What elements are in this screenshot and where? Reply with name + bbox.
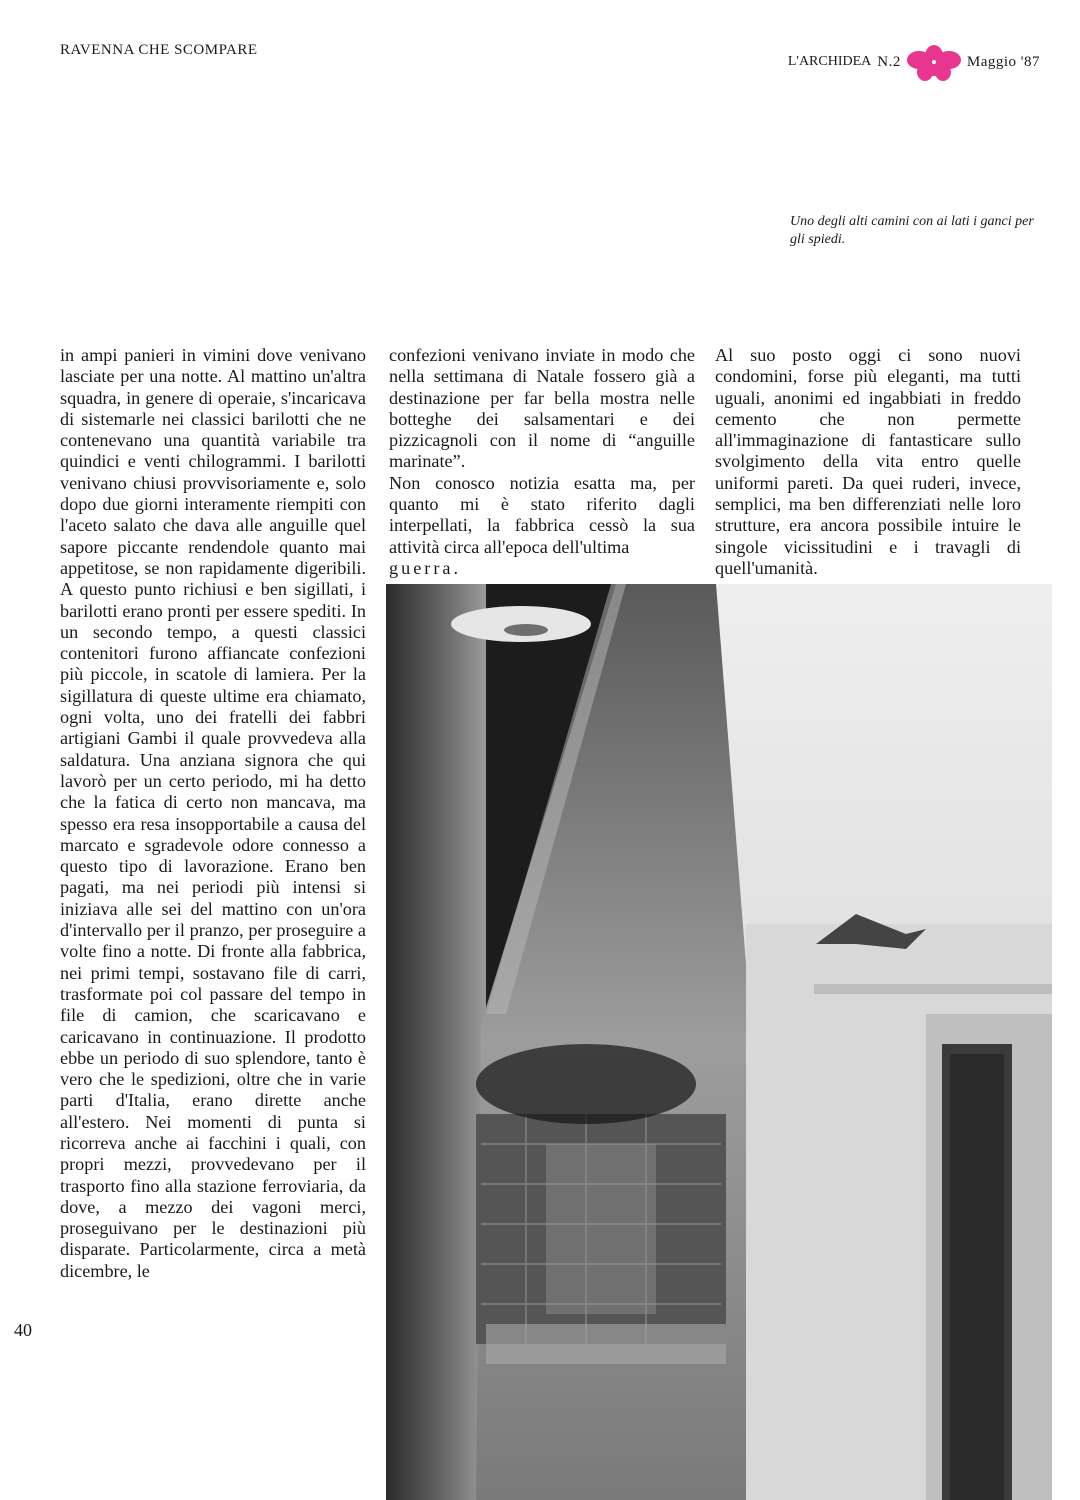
issue-date: Maggio '87 xyxy=(966,53,1040,70)
article-column-2 xyxy=(389,345,695,579)
article-column-1 xyxy=(60,345,366,1282)
magazine-name: L'ARCHIDEA xyxy=(787,54,872,69)
orchid-logo-icon xyxy=(907,42,961,82)
article-paragraph xyxy=(389,473,695,579)
chimney-photo xyxy=(386,584,1052,1500)
article-column-3 xyxy=(715,345,1021,579)
article-paragraph: in ampi panieri in vimini dove venivano lasciate per una notte. Al mattino un'altra squadra, in genere di operaie, s'incaricava di sistemarle nei classici barilotti che ne contenevano una quantità variabile tra quindici e venti chilogrammi. I barilotti venivano chiusi provvisoriamente e, solo dopo due giorni interamente riempiti con l'aceto salato che dava alle anguille quel sapore piccante rendendole quanto mai appetitose, se non rapidamente digeribili. A questo punto richiusi e ben sigillati, i barilotti erano pronti per essere spediti. In un secondo tempo, a questi classici contenitori furono affiancate confezioni più piccole, in scatole di lamiera. Per la sigillatura di queste ultime era chiamato, ogni volta, uno dei fratelli dei fabbri artigiani Gambi il quale provvedeva alla saldatura. Una anziana signora che qui lavorò per un certo periodo, mi ha detto che la fatica di certo non mancava, ma spesso era resa insopportabile a causa del marcato e sgradevole odore connesso a questo tipo di lavorazione. Erano ben pagati, ma nei periodi più intensi si iniziava alle sei del mattino con un'ora d'intervallo per il pranzo, per proseguire a volte fino a notte. Di fronte alla fabbrica, nei primi tempi, sostavano file di carri, trasformate poi col passare del tempo in file di camion, che scaricavano e caricavano in continuazione. Il prodotto ebbe un periodo di suo splendore, tanto è vero che le spedizioni, oltre che in varie parti d'Italia, erano dirette anche all'estero. Nei momenti di punta si ricorreva anche ai facchini i quali, con propri mezzi, provvedevano per il trasporto fino alla stazione ferroviaria, da dove, a mezzo dei vagoni merci, proseguivano per le destinazioni più disparate. Particolarmente, circa a metà dicembre, le xyxy=(60,345,366,1281)
photo-caption: Uno degli alti camini con ai lati i ganci per gli spiedi. xyxy=(790,214,1034,247)
section-title: RAVENNA CHE SCOMPARE xyxy=(60,42,258,58)
magazine-header xyxy=(788,42,1040,82)
paragraph-last-word: guerra. xyxy=(389,557,461,578)
paragraph-text: Non conosco notizia esatta ma, per quanto mi è stato riferito dagli interpellati, la fabbrica cessò la sua attività circa all'epoca dell'ultima xyxy=(389,472,695,557)
page-number: 40 xyxy=(14,1320,32,1340)
article-paragraph: confezioni venivano inviate in modo che nella settimana di Natale fossero già a destinazione per far bella mostra nelle botteghe dei salsamentari e dei pizzicagnoli con il nome di “anguille marinate”. xyxy=(389,345,695,472)
issue-number: N.2 xyxy=(877,53,901,70)
article-paragraph: Al suo posto oggi ci sono nuovi condomini, forse più eleganti, ma tutti uguali, anonimi ed ingabbiati in freddo cemento che non permette all'immaginazione di fantasticare sullo svolgimento della vita entro quelle uniformi pareti. Da quei ruderi, invece, semplici, ma ben differenziati nelle loro strutture, era ancora possibile intuire le singole vicissitudini e i travagli di quell'umanità. xyxy=(715,345,1021,578)
